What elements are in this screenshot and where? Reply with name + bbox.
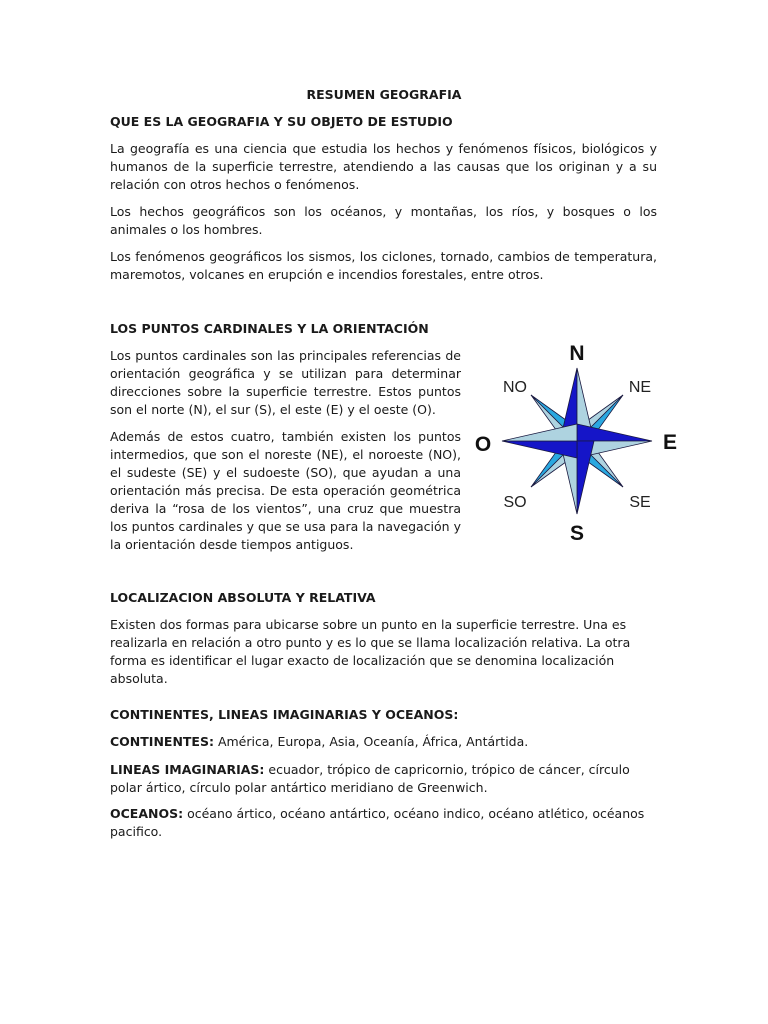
compass-label-northwest: NO bbox=[503, 379, 527, 396]
compass-label-southwest: SO bbox=[503, 494, 527, 511]
imaginary-lines-label: LINEAS IMAGINARIAS: bbox=[110, 762, 265, 777]
paragraph-lineas-imaginarias bbox=[110, 761, 657, 797]
compass-label-west: O bbox=[474, 433, 492, 456]
paragraph-localizacion: Existen dos formas para ubicarse sobre un punto en la superficie terrestre. Una es realizarla en relación a otro punto y es lo que se llama localización relativa. La otra forma es identificar el lugar exacto de localización que se denomina localización absoluta. bbox=[110, 617, 631, 686]
paragraph-hechos: Los hechos geográficos son los océanos, y montañas, los ríos, y bosques o los animales o los hombres. bbox=[110, 204, 657, 237]
oceans-text: océano ártico, océano antártico, océano indico, océano atlético, océanos pacifico. bbox=[110, 806, 645, 839]
compass-label-east: E bbox=[662, 431, 678, 454]
compass-label-southeast: SE bbox=[629, 494, 651, 511]
compass-label-northeast: NE bbox=[628, 379, 652, 396]
compass-label-north: N bbox=[569, 342, 585, 365]
section-heading-geografia: QUE ES LA GEOGRAFIA Y SU OBJETO DE ESTUDIO bbox=[110, 114, 453, 129]
imaginary-lines-text: ecuador, trópico de capricornio, trópico de cáncer, círculo polar ártico, círculo polar antártico meridiano de Greenwich. bbox=[110, 762, 630, 795]
paragraph-fenomenos: Los fenómenos geográficos los sismos, los ciclones, tornado, cambios de temperatura, maremotos, volcanes en erupción e incendios forestales, entre otros. bbox=[110, 249, 657, 282]
continents-text: América, Europa, Asia, Oceanía, África, Antártida. bbox=[213, 734, 529, 749]
continents-label: CONTINENTES: bbox=[110, 734, 214, 749]
document-title: RESUMEN GEOGRAFIA bbox=[306, 87, 462, 102]
section-heading-localizacion: LOCALIZACION ABSOLUTA Y RELATIVA bbox=[110, 590, 376, 605]
compass-label-south: S bbox=[569, 522, 585, 545]
section-heading-continentes: CONTINENTES, LINEAS IMAGINARIAS Y OCEANOS: bbox=[110, 707, 459, 722]
paragraph-definition: La geografía es una ciencia que estudia los hechos y fenómenos físicos, biológicos y humanos de la superficie terrestre, atendiendo a las causas que los originan y a su relación con otros hechos o fenómenos. bbox=[110, 141, 657, 192]
compass-rose-image bbox=[470, 338, 680, 546]
section-heading-puntos-cardinales: LOS PUNTOS CARDINALES Y LA ORIENTACIÓN bbox=[110, 321, 429, 336]
paragraph-continentes bbox=[110, 733, 657, 751]
oceans-label: OCEANOS: bbox=[110, 806, 184, 821]
paragraph-oceanos bbox=[110, 805, 657, 841]
paragraph-puntos-cardinales: Los puntos cardinales son las principales referencias de orientación geográfica y se utilizan para determinar direcciones sobre la superficie terrestre. Estos puntos son el norte (N), el sur (S), el este (E) y el oeste (O). bbox=[110, 348, 461, 417]
paragraph-puntos-intermedios: Además de estos cuatro, también existen los puntos intermedios, que son el noreste (NE), el noroeste (NO), el sudeste (SE) y el sudoeste (SO), que ayudan a una orientación más precisa. De esta operación geométrica deriva la “rosa de los vientos”, una cruz que muestra los puntos cardinales y que se usa para la navegación y la orientación desde tiempos antiguos. bbox=[110, 429, 461, 552]
